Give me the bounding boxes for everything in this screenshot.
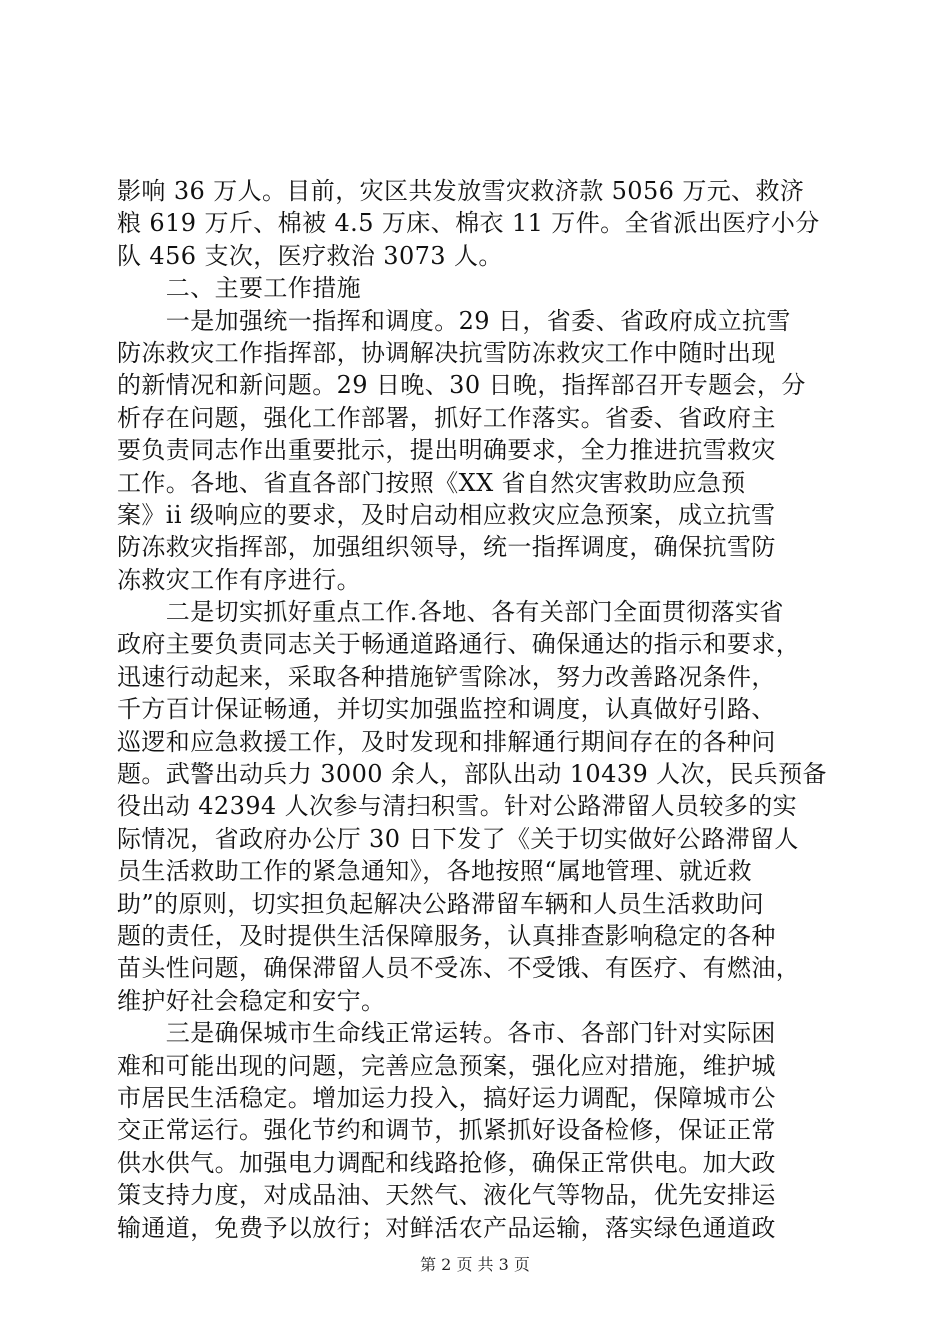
text-line: 粮 619 万斤、棉被 4.5 万床、棉衣 11 万件。全省派出医疗小分: [117, 209, 820, 238]
text-line: 交正常运行。强化节约和调节，抓紧抓好设备检修，保证正常: [117, 1116, 776, 1145]
text-line: 析存在问题，强化工作部署，抓好工作落实。省委、省政府主: [117, 403, 776, 432]
text-line: 际情况，省政府办公厅 30 日下发了《关于切实做好公路滞留人: [117, 824, 799, 853]
text-line: 一是加强统一指挥和调度。29 日，省委、省政府成立抗雪: [117, 306, 791, 335]
text-line: 工作。各地、省直各部门按照《XX 省自然灾害救助应急预: [117, 468, 746, 497]
text-line: 市居民生活稳定。增加运力投入，搞好运力调配，保障城市公: [117, 1083, 776, 1112]
text-line: 助”的原则，切实担负起解决公路滞留车辆和人员生活救助问: [117, 889, 765, 918]
text-line: 二是切实抓好重点工作.各地、各有关部门全面贯彻落实省: [117, 598, 784, 627]
text-line: 要负责同志作出重要批示，提出明确要求，全力推进抗雪救灾: [117, 436, 776, 465]
text-line: 的新情况和新问题。29 日晚、30 日晚，指挥部召开专题会，分: [117, 371, 806, 400]
text-line: 千方百计保证畅通，并切实加强监控和调度，认真做好引路、: [117, 695, 776, 724]
text-line: 三是确保城市生命线正常运转。各市、各部门针对实际困: [117, 1019, 776, 1048]
text-line: 政府主要负责同志关于畅通道路通行、确保通达的指示和要求，: [117, 630, 801, 659]
page-footer: 第 2 页 共 3 页: [420, 1255, 530, 1274]
text-line: 维护好社会稳定和安宁。: [117, 986, 386, 1015]
text-line: 防冻救灾工作指挥部，协调解决抗雪防冻救灾工作中随时出现: [117, 338, 776, 367]
text-line: 二、主要工作措施: [117, 274, 361, 303]
text-line: 巡逻和应急救援工作，及时发现和排解通行期间存在的各种问: [117, 727, 776, 756]
text-line: 难和可能出现的问题，完善应急预案，强化应对措施，维护城: [117, 1051, 776, 1080]
text-line: 员生活救助工作的紧急通知》，各地按照“属地管理、就近救: [117, 857, 753, 886]
text-line: 队 456 支次，医疗救治 3073 人。: [117, 241, 503, 270]
text-line: 题的责任，及时提供生活保障服务，认真排查影响稳定的各种: [117, 921, 776, 950]
text-line: 迅速行动起来，采取各种措施铲雪除冰，努力改善路况条件，: [117, 662, 776, 691]
text-line: 案》ii 级响应的要求，及时启动相应救灾应急预案，成立抗雪: [117, 500, 776, 529]
text-line: 供水供气。加强电力调配和线路抢修，确保正常供电。加大政: [117, 1148, 776, 1177]
text-line: 影响 36 万人。目前，灾区共发放雪灾救济款 5056 万元、救济: [117, 177, 805, 205]
text-line: 输通道，免费予以放行；对鲜活农产品运输，落实绿色通道政: [117, 1213, 776, 1242]
text-line: 策支持力度，对成品油、天然气、液化气等物品，优先安排运: [117, 1181, 776, 1210]
text-line: 冻救灾工作有序进行。: [117, 565, 361, 594]
text-line: 题。武警出动兵力 3000 余人，部队出动 10439 人次，民兵预备: [117, 760, 827, 789]
document-body: [117, 175, 833, 1244]
text-line: 防冻救灾指挥部，加强组织领导，统一指挥调度，确保抗雪防: [117, 533, 776, 562]
text-line: 役出动 42394 人次参与清扫积雪。针对公路滞留人员较多的实: [117, 792, 798, 821]
text-line: 苗头性问题，确保滞留人员不受冻、不受饿、有医疗、有燃油，: [117, 954, 801, 983]
